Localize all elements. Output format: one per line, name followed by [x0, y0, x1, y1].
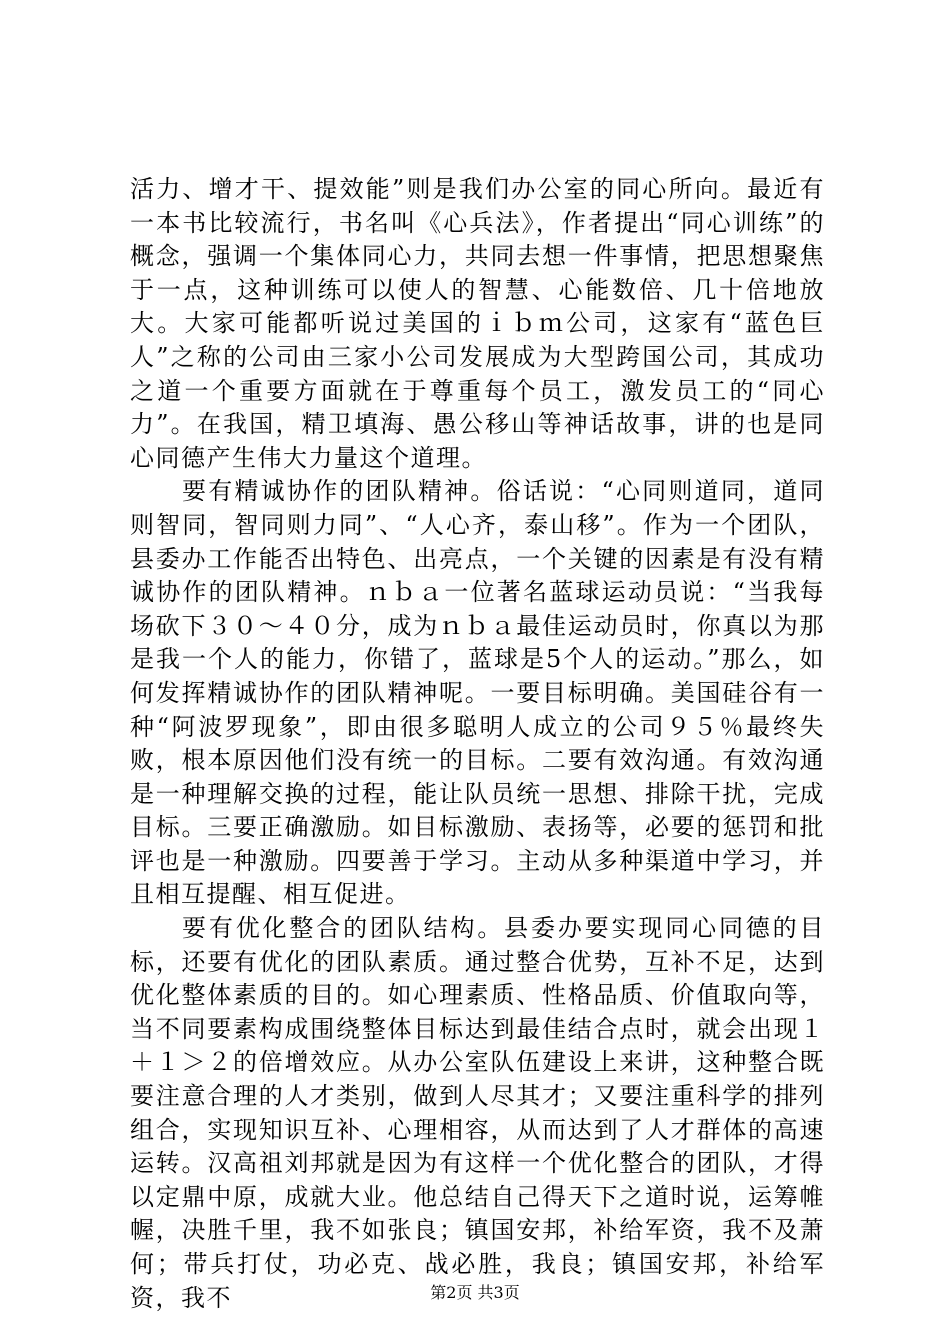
- paragraph-2: 要有精诚协作的团队精神。俗话说：“心同则道同，道同则智同，智同则力同”、“人心齐，泰山移”。作为一个团队，县委办工作能否出特色、出亮点，一个关键的因素是有没有精诚协作的团队精神。ｎｂａ一位著名蓝球运动员说：“当我每场砍下３０～４０分，成为ｎｂａ最佳运动员时，你真以为那是我一个人的能力，你错了，蓝球是5个人的运动。”那么，如何发挥精诚协作的团队精神呢。一要目标明确。美国硅谷有一种“阿波罗现象”，即由很多聪明人成立的公司９５％最终失败，根本原因他们没有统一的目标。二要有效沟通。有效沟通是一种理解交换的过程，能让队员统一思想、排除干扰，完成目标。三要正确激励。如目标激励、表扬等，必要的惩罚和批评也是一种激励。四要善于学习。主动从多种渠道中学习，并且相互提醒、相互促进。: [130, 477, 825, 909]
- page-footer: 第2页 共3页: [430, 1283, 520, 1302]
- paragraph-1: 活力、增才干、提效能”则是我们办公室的同心所向。最近有一本书比较流行，书名叫《心兵法》，作者提出“同心训练”的概念，强调一个集体同心力，共同去想一件事情，把思想聚焦于一点，这种训练可以使人的智慧、心能数倍、几十倍地放大。大家可能都听说过美国的ｉｂｍ公司，这家有“蓝色巨人”之称的公司由三家小公司发展成为大型跨国公司，其成功之道一个重要方面就在于尊重每个员工，激发员工的“同心力”。在我国，精卫填海、愚公移山等神话故事，讲的也是同心同德产生伟大力量这个道理。: [130, 175, 825, 472]
- document-body: [130, 173, 825, 1315]
- paragraph-3: 要有优化整合的团队结构。县委办要实现同心同德的目标，还要有优化的团队素质。通过整合优势，互补不足，达到优化整体素质的目的。如心理素质、性格品质、价值取向等，当不同要素构成围绕整体目标达到最佳结合点时，就会出现１＋１＞２的倍增效应。从办公室队伍建设上来讲，这种整合既要注意合理的人才类别，做到人尽其才；又要注重科学的排列组合，实现知识互补、心理相容，从而达到了人才群体的高速运转。汉高祖刘邦就是因为有这样一个优化整合的团队，才得以定鼎中原，成就大业。他总结自己得天下之道时说，运筹帷幄，决胜千里，我不如张良；镇国安邦，补给军资，我不及萧何；带兵打仗，功必克、战必胜，我良；镇国安邦，补给军资，我不: [130, 914, 825, 1312]
